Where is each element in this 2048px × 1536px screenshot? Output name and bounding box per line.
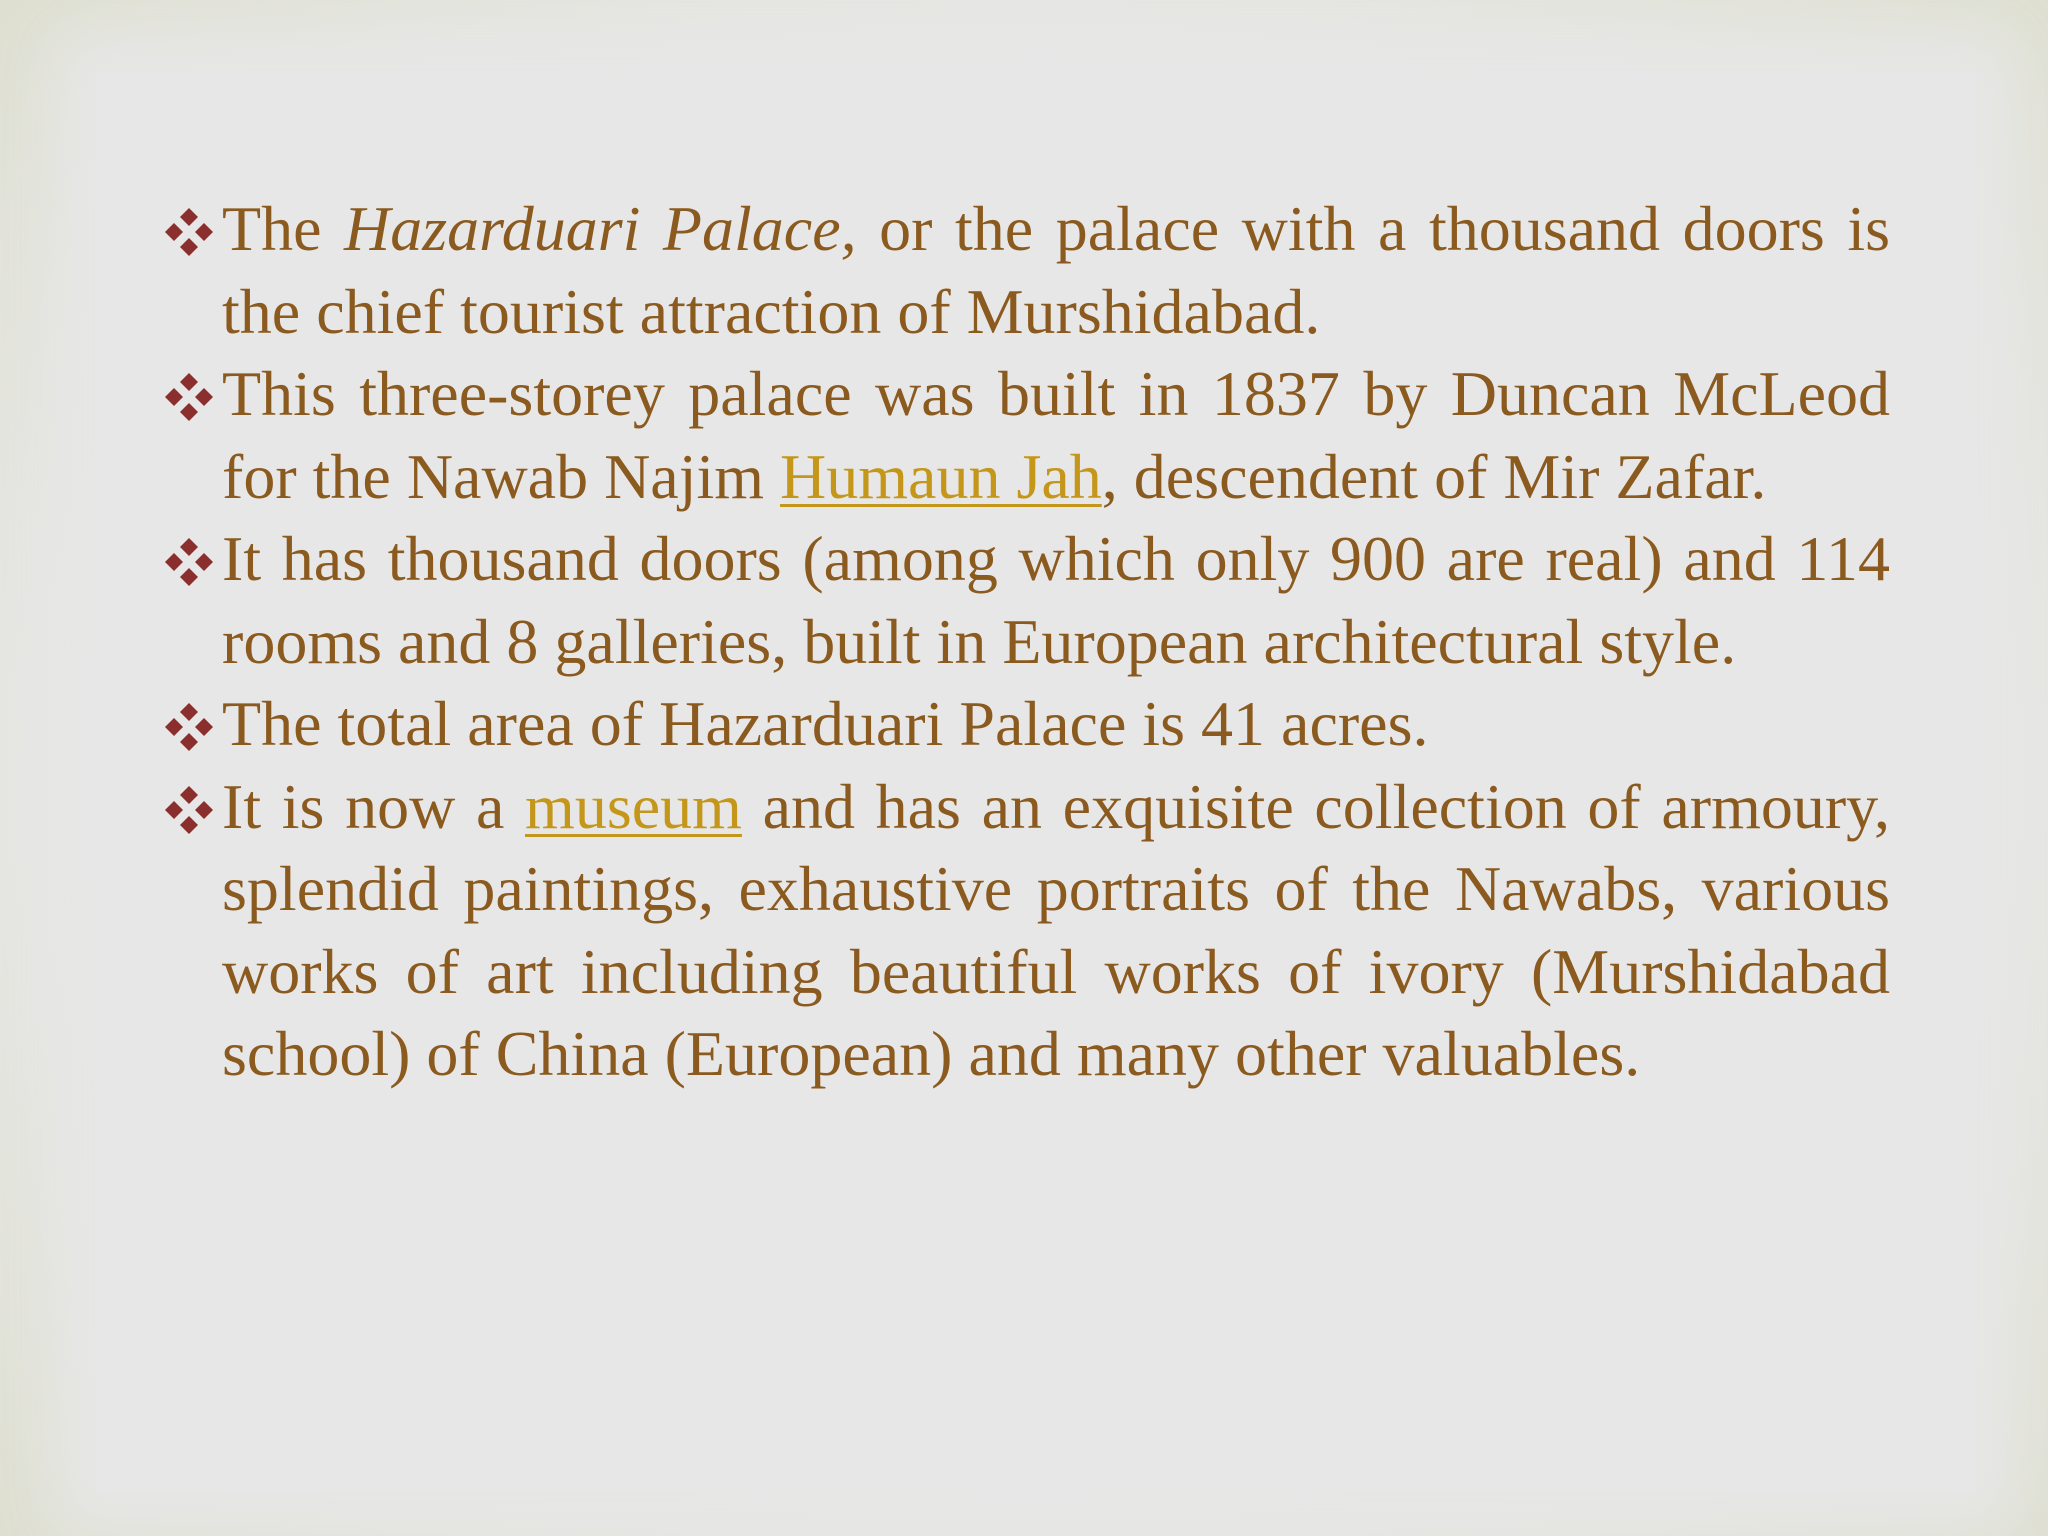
four-diamond-bullet-icon bbox=[164, 537, 214, 587]
bullet-item-3 bbox=[160, 518, 1890, 683]
bullet-text: It is now a bbox=[222, 770, 526, 842]
bullet-text: or the palace with a thousand doors is the chief tourist attraction of Murshidabad. bbox=[222, 193, 1891, 347]
bullet-text: This three-storey palace was built in 1837 by Duncan McLeod for the Nawab Najim bbox=[222, 358, 1890, 512]
bullet-item-2 bbox=[160, 353, 1890, 518]
four-diamond-bullet-icon bbox=[164, 372, 214, 422]
four-diamond-bullet-icon bbox=[164, 207, 214, 257]
palace-name-italic: Hazarduari Palace, bbox=[344, 193, 857, 264]
four-diamond-bullet-icon bbox=[164, 785, 214, 835]
humaun-jah-link[interactable]: Humaun Jah bbox=[780, 440, 1102, 512]
four-diamond-bullet-icon bbox=[164, 702, 214, 752]
bullet-text: The bbox=[222, 193, 345, 264]
bullet-text: , descendent of Mir Zafar. bbox=[1101, 440, 1767, 512]
bullet-item-5 bbox=[160, 766, 1890, 1096]
bullet-list bbox=[160, 188, 1890, 1096]
bullet-text: The total area of Hazarduari Palace is 41 acres. bbox=[222, 688, 1429, 759]
bullet-text: and has an exquisite collection of armoury, splendid paintings, exhaustive portraits of the Nawabs, various works of art including beautiful works of ivory (Murshidabad school) of China (European) and many other valuables. bbox=[222, 770, 1890, 1089]
bullet-text: It has thousand doors (among which only 900 are real) and 114 rooms and 8 galleries, built in European architectural style. bbox=[222, 523, 1890, 677]
bullet-item-4 bbox=[160, 683, 1890, 766]
museum-link[interactable]: museum bbox=[525, 770, 742, 842]
bullet-item-1 bbox=[160, 188, 1890, 353]
